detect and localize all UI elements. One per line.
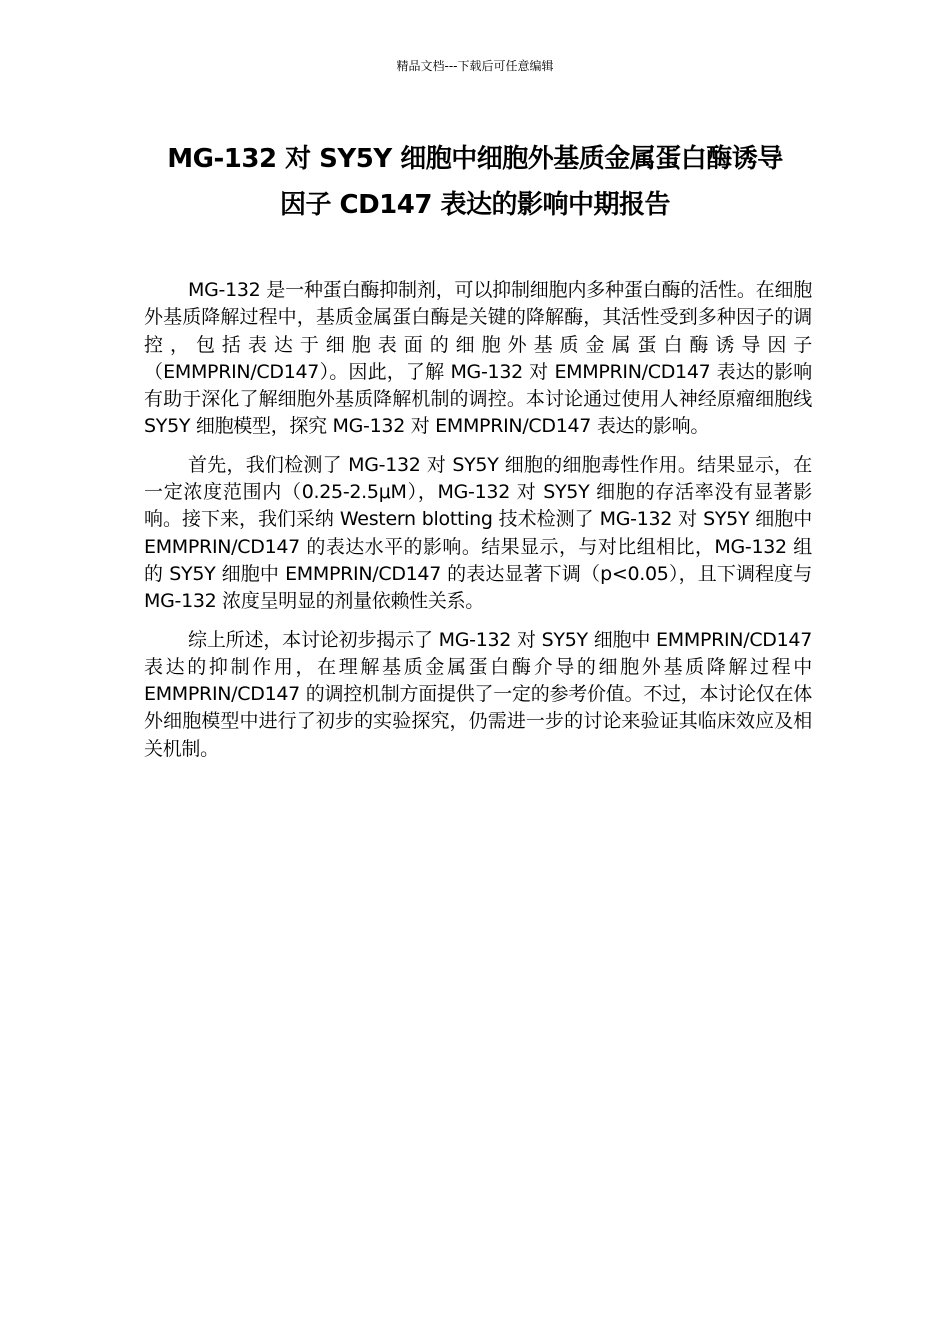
title-line-2: 因子 CD147 表达的影响中期报告 xyxy=(279,190,671,220)
header-note: 精品文档---下载后可任意编辑 xyxy=(396,59,554,73)
paragraph-results: 首先，我们检测了 MG-132 对 SY5Y 细胞的细胞毒性作用。结果显示，在一定浓度范围内（0.25-2.5μM），MG-132 对 SY5Y 细胞的存活率没有显著影响。接下来，我们采纳 Western blotting 技术检测了 MG-132 对 SY5Y 细胞中 EMMPRIN/CD147 的表达水平的影响。结果显示，与对比组相比，MG-132 组的 SY5Y 细胞中 EMMPRIN/CD147 的表达显著下调（p<0.05），且下调程度与 MG-132 浓度呈明显的剂量依赖性关系。 xyxy=(144,453,812,613)
paragraph-conclusion: 综上所述，本讨论初步揭示了 MG-132 对 SY5Y 细胞中 EMMPRIN/CD147 表达的抑制作用，在理解基质金属蛋白酶介导的细胞外基质降解过程中 EMMPRIN/CD147 的调控机制方面提供了一定的参考价值。不过，本讨论仅在体外细胞模型中进行了初步的实验探究，仍需进一步的讨论来验证其临床效应及相关机制。 xyxy=(144,628,812,760)
title-line-1: MG-132 对 SY5Y 细胞中细胞外基质金属蛋白酶诱导 xyxy=(167,144,783,174)
document-body xyxy=(144,277,812,774)
paragraph-intro: MG-132 是一种蛋白酶抑制剂，可以抑制细胞内多种蛋白酶的活性。在细胞外基质降解过程中，基质金属蛋白酶是关键的降解酶，其活性受到多种因子的调控，包括表达于细胞表面的细胞外基质金属蛋白酶诱导因子（EMMPRIN/CD147）。因此，了解 MG-132 对 EMMPRIN/CD147 表达的影响有助于深化了解细胞外基质降解机制的调控。本讨论通过使用人神经原瘤细胞线 SY5Y 细胞模型，探究 MG-132 对 EMMPRIN/CD147 表达的影响。 xyxy=(144,279,812,438)
document-title xyxy=(120,136,830,228)
